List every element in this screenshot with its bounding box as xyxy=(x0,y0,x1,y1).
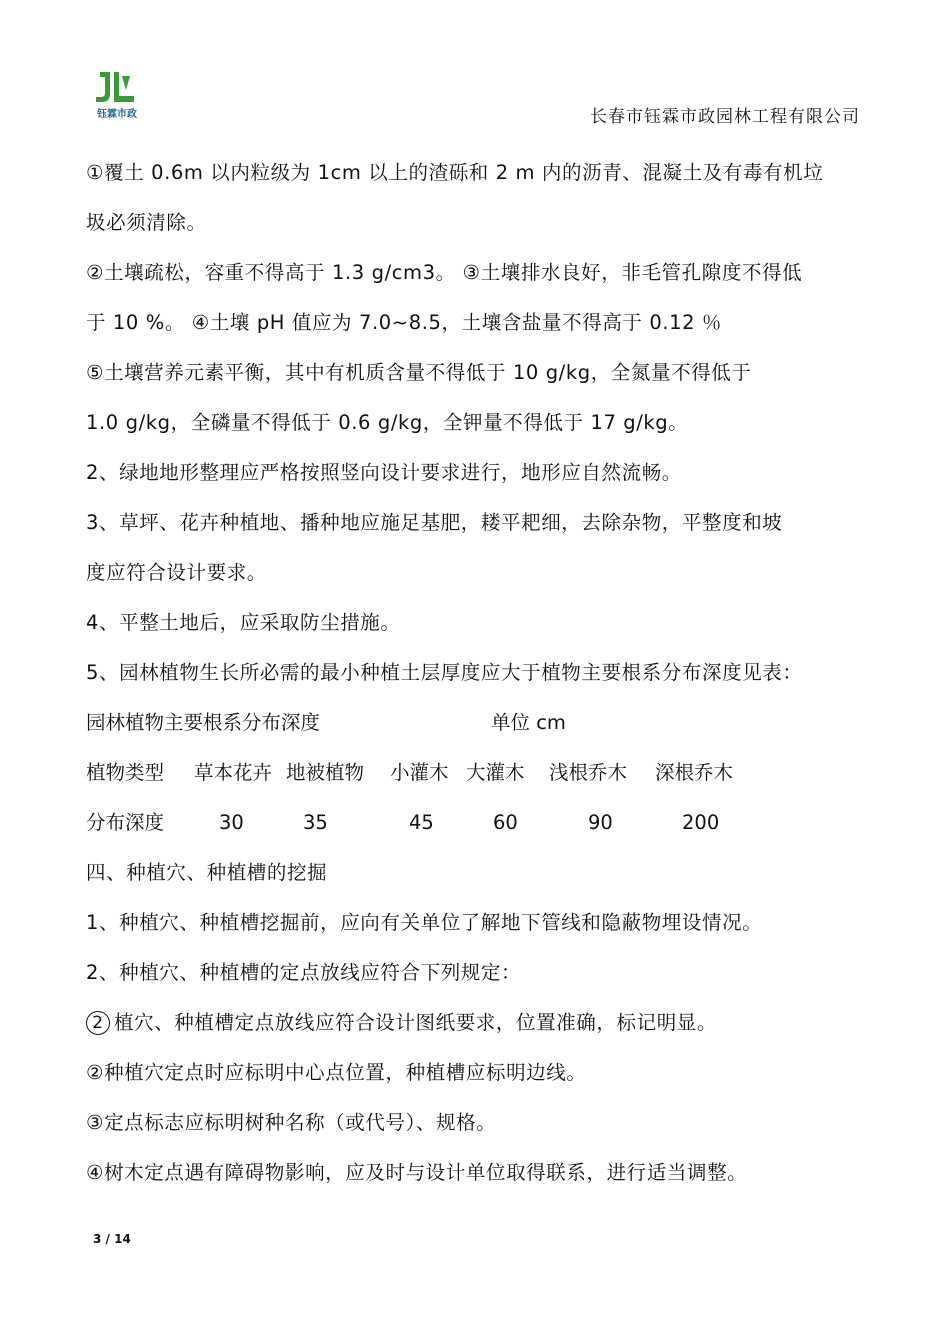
svg-text:钰霖市政: 钰霖市政 xyxy=(97,109,137,120)
paragraph-line: 1.0 g/kg，全磷量不得低于 0.6 g/kg，全钾量不得低于 17 g/kg。 xyxy=(86,411,689,434)
paragraph-line: ①覆土 0.6m 以内粒级为 1cm 以上的渣砾和 2 m 内的沥青、混凝土及有毒有机垃 xyxy=(86,161,824,184)
table-header-cell: 地被植物 xyxy=(286,761,365,784)
paragraph-line: 圾必须清除。 xyxy=(86,211,207,234)
table-cell: 60 xyxy=(493,811,518,834)
table-cell: 30 xyxy=(219,811,244,834)
table-header-row xyxy=(86,748,866,798)
company-name: 长春市钰霖市政园林工程有限公司 xyxy=(590,107,860,127)
table-header-cell: 深根乔木 xyxy=(655,761,734,784)
table-cell: 35 xyxy=(303,811,328,834)
table-header-cell: 浅根乔木 xyxy=(549,761,628,784)
paragraph-line: 5、园林植物生长所必需的最小种植土层厚度应大于植物主要根系分布深度见表： xyxy=(86,661,803,684)
table-header-cell: 植物类型 xyxy=(86,761,165,784)
document-body xyxy=(86,148,866,1198)
paragraph-line: ②种植穴定点时应标明中心点位置，种植槽应标明边线。 xyxy=(86,1061,587,1084)
paragraph-line: 2、种植穴、种植槽的定点放线应符合下列规定： xyxy=(86,961,522,984)
paragraph-text: 植穴、种植槽定点放线应符合设计图纸要求，位置准确，标记明显。 xyxy=(114,1011,718,1034)
paragraph-line xyxy=(86,998,866,1048)
table-title-row xyxy=(86,698,866,748)
table-header-cell: 大灌木 xyxy=(466,761,525,784)
table-cell: 90 xyxy=(588,811,613,834)
paragraph-line: 度应符合设计要求。 xyxy=(86,561,267,584)
section-heading: 四、种植穴、种植槽的挖掘 xyxy=(86,861,328,884)
table-header-cell: 小灌木 xyxy=(390,761,449,784)
paragraph-line: ②土壤疏松，容重不得高于 1.3 g/cm3。 ③土壤排水良好，非毛管孔隙度不得低 xyxy=(86,261,803,284)
page-number: 3 / 14 xyxy=(93,1232,131,1246)
paragraph-line: ④树木定点遇有障碍物影响，应及时与设计单位取得联系，进行适当调整。 xyxy=(86,1161,748,1184)
circled-number: 2 xyxy=(86,1011,110,1035)
table-cell: 200 xyxy=(682,811,720,834)
company-logo xyxy=(86,66,148,122)
table-unit: 单位 cm xyxy=(491,711,566,734)
table-header-cell: 草本花卉 xyxy=(194,761,273,784)
table-title: 园林植物主要根系分布深度 xyxy=(86,711,321,734)
paragraph-line: ③定点标志应标明树种名称（或代号）、规格。 xyxy=(86,1111,497,1134)
paragraph-line: 4、平整土地后，应采取防尘措施。 xyxy=(86,611,401,634)
paragraph-line: 1、种植穴、种植槽挖掘前，应向有关单位了解地下管线和隐蔽物埋设情况。 xyxy=(86,911,763,934)
table-value-row xyxy=(86,798,866,848)
paragraph-line: 2、绿地地形整理应严格按照竖向设计要求进行，地形应自然流畅。 xyxy=(86,461,682,484)
paragraph-line: ⑤土壤营养元素平衡，其中有机质含量不得低于 10 g/kg，全氮量不得低于 xyxy=(86,361,752,384)
paragraph-line: 于 10 %。 ④土壤 pH 值应为 7.0~8.5，土壤含盐量不得高于 0.12 ％ xyxy=(86,311,723,334)
paragraph-line: 3、草坪、花卉种植地、播种地应施足基肥，耧平耙细，去除杂物，平整度和坡 xyxy=(86,511,783,534)
table-row-label: 分布深度 xyxy=(86,811,165,834)
table-cell: 45 xyxy=(409,811,434,834)
